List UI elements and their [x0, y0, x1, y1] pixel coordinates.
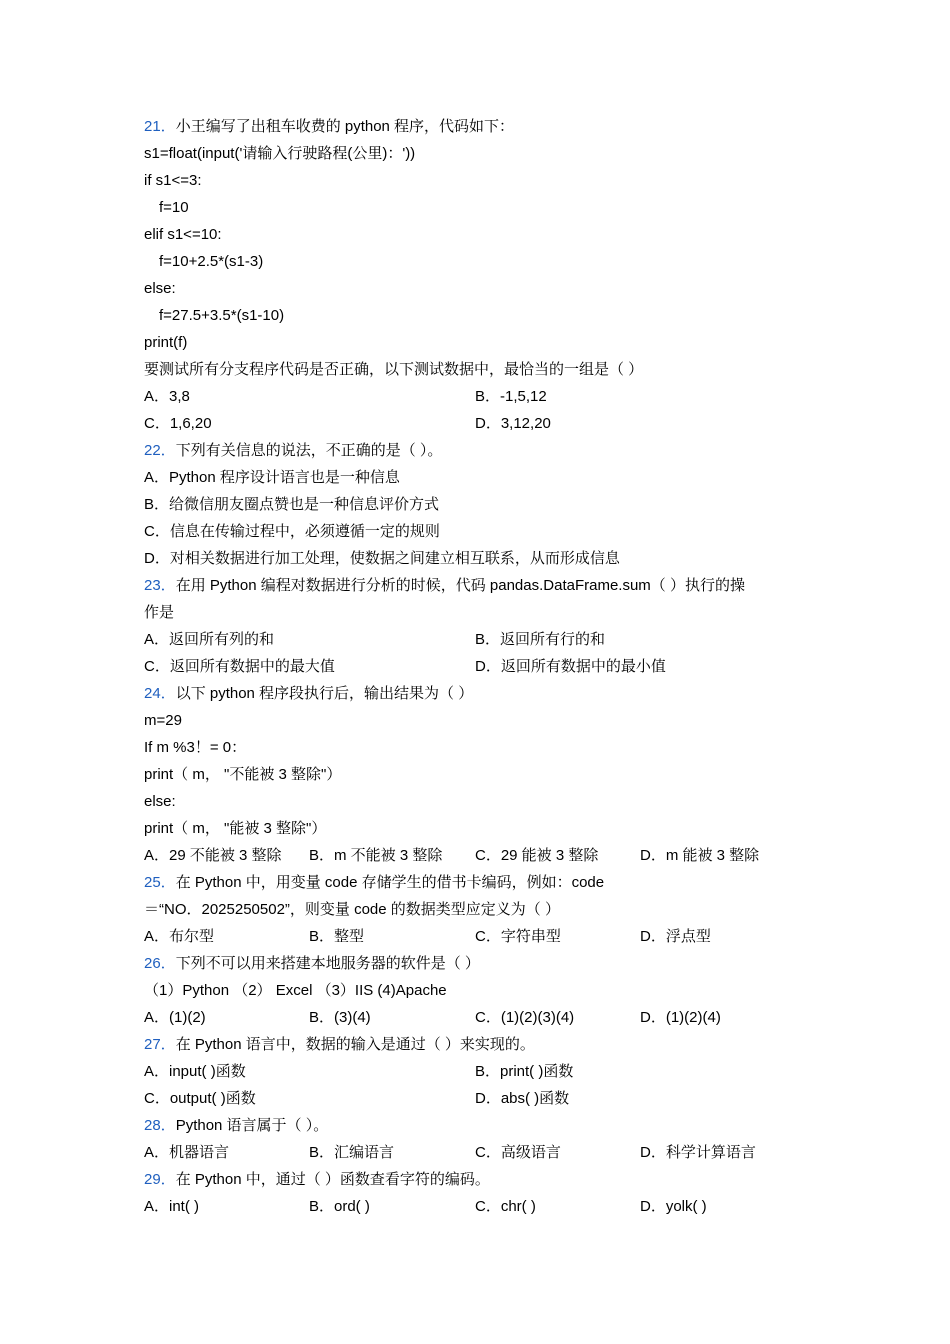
- question-text: 下列有关信息的说法，不正确的是（ ）。: [175, 442, 443, 459]
- code-line: f=10: [159, 199, 189, 216]
- options-row: [144, 410, 804, 437]
- question-number: 29．: [144, 1171, 176, 1188]
- code-line: elif s1<=10:: [144, 226, 222, 243]
- code-line: s1=float(input('请输入行驶路程(公里)：')): [144, 145, 416, 162]
- option-b[interactable]: B．(3)(4): [309, 1009, 371, 1026]
- option-a[interactable]: A．布尔型: [144, 928, 215, 945]
- question-number: 27．: [144, 1036, 176, 1053]
- option-c[interactable]: C．返回所有数据中的最大值: [144, 658, 335, 675]
- question-26-stem: [144, 950, 804, 977]
- option-b[interactable]: B．返回所有行的和: [475, 631, 606, 648]
- question-25-stem: [144, 869, 804, 896]
- question-28-stem: [144, 1112, 804, 1139]
- question-number: 28．: [144, 1117, 176, 1134]
- option-a[interactable]: A．29 不能被 3 整除: [144, 847, 282, 864]
- option-a[interactable]: A．(1)(2): [144, 1009, 206, 1026]
- option-a[interactable]: A．机器语言: [144, 1144, 230, 1161]
- option-a[interactable]: A．int( ): [144, 1198, 200, 1215]
- code-line: f=10+2.5*(s1-3): [159, 253, 264, 270]
- options-row: [144, 626, 804, 653]
- option-b[interactable]: B．ord( ): [309, 1198, 370, 1215]
- question-number: 22．: [144, 442, 176, 459]
- option-c[interactable]: C．1,6,20: [144, 415, 212, 432]
- question-text: 在用 Python 编程对数据进行分析的时候，代码 pandas.DataFrame.sum（ ）执行的操: [175, 577, 745, 594]
- option-c[interactable]: C．高级语言: [475, 1144, 561, 1161]
- options-row: [144, 1085, 804, 1112]
- options-row: [144, 1139, 804, 1166]
- question-22-stem: [144, 437, 804, 464]
- option-a[interactable]: A．返回所有列的和: [144, 631, 275, 648]
- option-c[interactable]: C．字符串型: [475, 928, 561, 945]
- question-number: 21．: [144, 118, 176, 135]
- option-b[interactable]: B．m 不能被 3 整除: [309, 847, 443, 864]
- code-line: print(f): [144, 334, 188, 351]
- question-text: 在 Python 中，用变量 code 存储学生的借书卡编码，例如：code: [175, 874, 605, 891]
- software-list: （1）Python （2） Excel （3）IIS (4)Apache: [144, 982, 447, 999]
- option-d[interactable]: D．对相关数据进行加工处理，使数据之间建立相互联系，从而形成信息: [144, 550, 620, 567]
- question-text-continued: ＝“NO．2025250502”，则变量 code 的数据类型应定义为（ ）: [144, 901, 560, 918]
- option-c[interactable]: C．output( )函数: [144, 1090, 256, 1107]
- option-a[interactable]: A．Python 程序设计语言也是一种信息: [144, 469, 400, 486]
- option-d[interactable]: D．3,12,20: [475, 415, 551, 432]
- options-row: [144, 923, 804, 950]
- code-line: f=27.5+3.5*(s1-10): [159, 307, 285, 324]
- option-c[interactable]: C．信息在传输过程中，必须遵循一定的规则: [144, 523, 440, 540]
- option-d[interactable]: D．科学计算语言: [640, 1144, 756, 1161]
- option-d[interactable]: D．(1)(2)(4): [640, 1009, 721, 1026]
- option-d[interactable]: D．返回所有数据中的最小值: [475, 658, 666, 675]
- question-29-stem: [144, 1166, 804, 1193]
- option-a[interactable]: A．3,8: [144, 388, 190, 405]
- code-line: else:: [144, 793, 176, 810]
- question-text: 以下 python 程序段执行后，输出结果为（ ）: [175, 685, 474, 702]
- question-number: 26．: [144, 955, 176, 972]
- option-b[interactable]: B．汇编语言: [309, 1144, 395, 1161]
- option-d[interactable]: D．浮点型: [640, 928, 711, 945]
- options-row: [144, 1193, 804, 1220]
- code-line: print（ m， "能被 3 整除"）: [144, 820, 327, 837]
- question-number: 24．: [144, 685, 176, 702]
- question-text: 在 Python 中，通过（ ）函数查看字符的编码。: [175, 1171, 490, 1188]
- question-text: 在 Python 语言中，数据的输入是通过（ ）来实现的。: [175, 1036, 535, 1053]
- option-b[interactable]: B．-1,5,12: [475, 388, 547, 405]
- option-d[interactable]: D．abs( )函数: [475, 1090, 570, 1107]
- options-row: [144, 1004, 804, 1031]
- question-text: 下列不可以用来搭建本地服务器的软件是（ ）: [175, 955, 480, 972]
- option-b[interactable]: B．print( )函数: [475, 1063, 574, 1080]
- code-line: else:: [144, 280, 176, 297]
- question-text: 小王编写了出租车收费的 python 程序，代码如下：: [175, 118, 515, 135]
- code-line: If m %3！= 0：: [144, 739, 247, 756]
- option-c[interactable]: C．(1)(2)(3)(4): [475, 1009, 575, 1026]
- code-line: m=29: [144, 712, 182, 729]
- question-text-continued: 作是: [144, 604, 175, 621]
- option-c[interactable]: C．29 能被 3 整除: [475, 847, 599, 864]
- option-b[interactable]: B．给微信朋友圈点赞也是一种信息评价方式: [144, 496, 440, 513]
- question-21-stem: [144, 113, 804, 140]
- code-line: print（ m， "不能被 3 整除"）: [144, 766, 342, 783]
- option-a[interactable]: A．input( )函数: [144, 1063, 246, 1080]
- options-row: [144, 1058, 804, 1085]
- question-24-stem: [144, 680, 804, 707]
- question-text: Python 语言属于（ ）。: [175, 1117, 329, 1134]
- option-c[interactable]: C．chr( ): [475, 1198, 536, 1215]
- option-b[interactable]: B．整型: [309, 928, 365, 945]
- question-21-prompt: 要测试所有分支程序代码是否正确，以下测试数据中，最恰当的一组是（ ）: [144, 361, 644, 378]
- code-line: if s1<=3:: [144, 172, 202, 189]
- options-row: [144, 653, 804, 680]
- options-row: [144, 842, 804, 869]
- exam-page: [144, 113, 804, 1220]
- question-number: 23．: [144, 577, 176, 594]
- question-number: 25．: [144, 874, 176, 891]
- question-27-stem: [144, 1031, 804, 1058]
- option-d[interactable]: D．m 能被 3 整除: [640, 847, 760, 864]
- options-row: [144, 383, 804, 410]
- question-23-stem: [144, 572, 804, 599]
- option-d[interactable]: D．yolk( ): [640, 1198, 707, 1215]
